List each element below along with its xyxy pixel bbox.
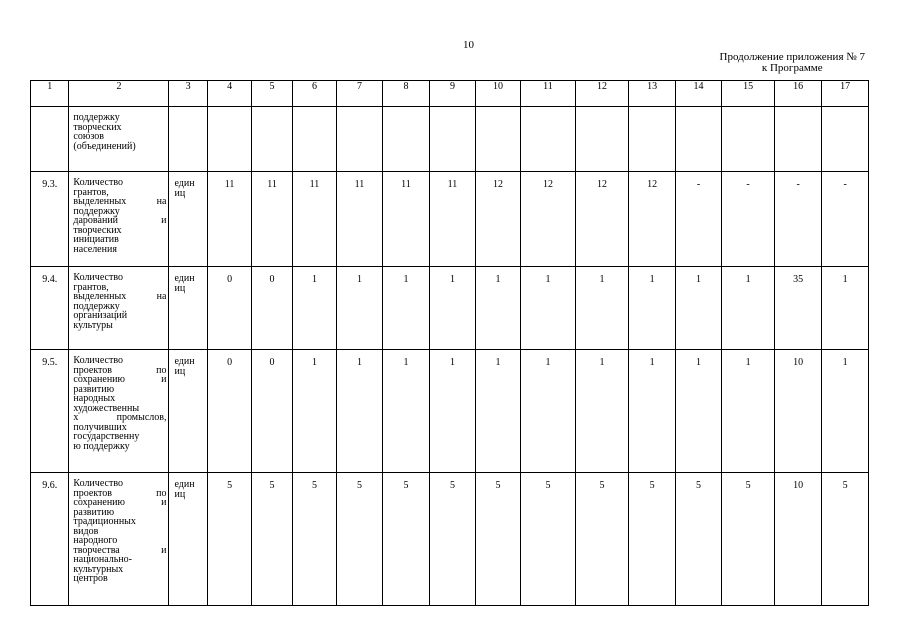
value-cell: 1 <box>521 267 576 350</box>
value-cell: 35 <box>774 267 822 350</box>
value-cell: 1 <box>475 267 520 350</box>
row-number: 9.6. <box>31 473 69 606</box>
row-number: 9.4. <box>31 267 69 350</box>
value-cell: 1 <box>337 267 382 350</box>
text-line: сохранению и <box>73 374 167 385</box>
indicators-table <box>30 80 869 606</box>
text-line: иц <box>174 282 186 294</box>
value-cell: 5 <box>252 473 292 606</box>
value-cell: 5 <box>822 473 869 606</box>
header-cell: 7 <box>337 81 382 107</box>
header-cell: 3 <box>169 81 207 107</box>
value-cell: 1 <box>575 350 629 473</box>
text-line: иц <box>174 187 186 199</box>
header-cell: 5 <box>252 81 292 107</box>
text-line: культуры <box>73 319 113 331</box>
value-cell: 1 <box>722 350 775 473</box>
value-cell: 5 <box>521 473 576 606</box>
table-row <box>31 350 869 473</box>
value-cell: 11 <box>430 172 475 267</box>
continuation-note <box>720 52 865 74</box>
text-line: выделенных на <box>73 291 167 302</box>
text-line: центров <box>73 573 108 584</box>
row-number: 9.5. <box>31 350 69 473</box>
text-line: Количество <box>73 355 123 366</box>
empty-cell <box>774 107 822 172</box>
value-cell: 5 <box>337 473 382 606</box>
value-cell: 5 <box>629 473 675 606</box>
header-cell: 9 <box>430 81 475 107</box>
value-cell: 0 <box>252 350 292 473</box>
empty-cell <box>521 107 576 172</box>
header-cell: 1 <box>31 81 69 107</box>
empty-cell <box>292 107 336 172</box>
header-cell: 4 <box>207 81 251 107</box>
header-cell: 13 <box>629 81 675 107</box>
value-cell: 0 <box>207 350 251 473</box>
empty-cell <box>337 107 382 172</box>
header-row <box>31 81 869 107</box>
empty-cell <box>629 107 675 172</box>
value-cell: 5 <box>292 473 336 606</box>
empty-cell <box>207 107 251 172</box>
text-line: развитию <box>73 506 115 518</box>
empty-cell <box>675 107 721 172</box>
value-cell: 1 <box>430 267 475 350</box>
text-line: един <box>174 356 195 367</box>
value-cell: 1 <box>629 350 675 473</box>
indicator-name <box>69 350 169 473</box>
page-number: 10 <box>463 39 474 51</box>
text-line: культурных <box>73 563 124 575</box>
header-cell: 10 <box>475 81 520 107</box>
value-cell: 5 <box>207 473 251 606</box>
indicator-name <box>69 107 169 172</box>
value-cell: 1 <box>292 267 336 350</box>
text-line: населения <box>73 243 117 255</box>
value-cell: 12 <box>521 172 576 267</box>
text-line: выделенных на <box>73 196 167 207</box>
value-cell: 10 <box>774 473 822 606</box>
empty-cell <box>169 107 207 172</box>
value-cell: - <box>822 172 869 267</box>
indicator-name <box>69 473 169 606</box>
text-line: ю поддержку <box>73 440 130 452</box>
value-cell: 1 <box>521 350 576 473</box>
text-line: народных <box>73 393 116 404</box>
text-line: поддержку <box>73 112 120 123</box>
text-line: творческих <box>73 224 122 236</box>
value-cell: 12 <box>475 172 520 267</box>
value-cell: 1 <box>430 350 475 473</box>
text-line: х промыслов, <box>73 412 167 423</box>
header-cell: 6 <box>292 81 336 107</box>
table-row <box>31 473 869 606</box>
text-line: традиционных <box>73 516 136 527</box>
unit-cell <box>169 350 207 473</box>
text-line: художественны <box>73 402 140 414</box>
unit-cell <box>169 473 207 606</box>
table-row <box>31 267 869 350</box>
table-row <box>31 107 869 172</box>
text-line: иц <box>174 488 186 500</box>
value-cell: - <box>675 172 721 267</box>
header-cell: 2 <box>69 81 169 107</box>
text-line: творческих <box>73 121 122 133</box>
text-line: проектов по <box>73 487 167 499</box>
empty-cell <box>382 107 430 172</box>
value-cell: 1 <box>475 350 520 473</box>
continuation-line-2: к Программе <box>761 62 823 74</box>
text-line: творчества и <box>73 544 167 556</box>
empty-cell <box>822 107 869 172</box>
value-cell: 11 <box>337 172 382 267</box>
value-cell: 11 <box>207 172 251 267</box>
value-cell: 1 <box>822 267 869 350</box>
value-cell: 5 <box>722 473 775 606</box>
header-cell: 12 <box>575 81 629 107</box>
text-line: государственну <box>73 431 140 442</box>
empty-cell <box>475 107 520 172</box>
value-cell: 5 <box>430 473 475 606</box>
table-row <box>31 172 869 267</box>
text-line: един <box>174 178 195 189</box>
text-line: Количество <box>73 272 123 283</box>
unit-cell <box>169 172 207 267</box>
text-line: получивших <box>73 421 127 433</box>
indicator-name <box>69 267 169 350</box>
text-line: грантов, <box>73 281 109 293</box>
text-line: проектов по <box>73 364 167 376</box>
header-cell: 17 <box>822 81 869 107</box>
header-cell: 11 <box>521 81 576 107</box>
value-cell: 1 <box>292 350 336 473</box>
value-cell: 5 <box>382 473 430 606</box>
value-cell: 11 <box>292 172 336 267</box>
value-cell: 1 <box>822 350 869 473</box>
text-line: (объединений) <box>73 140 136 152</box>
empty-cell <box>252 107 292 172</box>
empty-cell <box>722 107 775 172</box>
text-line: развитию <box>73 383 115 395</box>
value-cell: 10 <box>774 350 822 473</box>
value-cell: 5 <box>475 473 520 606</box>
value-cell: 0 <box>252 267 292 350</box>
text-line: поддержку <box>73 300 120 312</box>
value-cell: 1 <box>382 350 430 473</box>
value-cell: - <box>722 172 775 267</box>
value-cell: 0 <box>207 267 251 350</box>
value-cell: 1 <box>629 267 675 350</box>
indicator-name <box>69 172 169 267</box>
unit-cell <box>169 267 207 350</box>
header-cell: 15 <box>722 81 775 107</box>
text-line: дарований и <box>73 215 167 226</box>
value-cell: 11 <box>252 172 292 267</box>
value-cell: 1 <box>722 267 775 350</box>
text-line: инициатив <box>73 234 119 245</box>
value-cell: 1 <box>575 267 629 350</box>
text-line: един <box>174 273 195 284</box>
text-line: Количество <box>73 478 123 489</box>
value-cell: 5 <box>675 473 721 606</box>
empty-cell <box>430 107 475 172</box>
value-cell: 1 <box>675 350 721 473</box>
text-line: грантов, <box>73 186 109 198</box>
text-line: организаций <box>73 310 128 321</box>
text-line: народного <box>73 535 118 546</box>
value-cell: 1 <box>337 350 382 473</box>
value-cell: 12 <box>629 172 675 267</box>
text-line: иц <box>174 365 186 377</box>
text-line: сохранению и <box>73 497 167 508</box>
text-line: национально- <box>73 554 133 565</box>
header-cell: 8 <box>382 81 430 107</box>
text-line: Количество <box>73 177 123 188</box>
text-line: видов <box>73 525 99 537</box>
value-cell: - <box>774 172 822 267</box>
text-line: союзов <box>73 131 104 142</box>
row-number: 9.3. <box>31 172 69 267</box>
text-line: поддержку <box>73 205 120 217</box>
value-cell: 12 <box>575 172 629 267</box>
value-cell: 1 <box>675 267 721 350</box>
header-cell: 16 <box>774 81 822 107</box>
value-cell: 11 <box>382 172 430 267</box>
continuation-line-1: Продолжение приложения № 7 <box>719 51 865 63</box>
empty-cell <box>31 107 69 172</box>
value-cell: 1 <box>382 267 430 350</box>
text-line: един <box>174 479 195 490</box>
value-cell: 5 <box>575 473 629 606</box>
header-cell: 14 <box>675 81 721 107</box>
empty-cell <box>575 107 629 172</box>
